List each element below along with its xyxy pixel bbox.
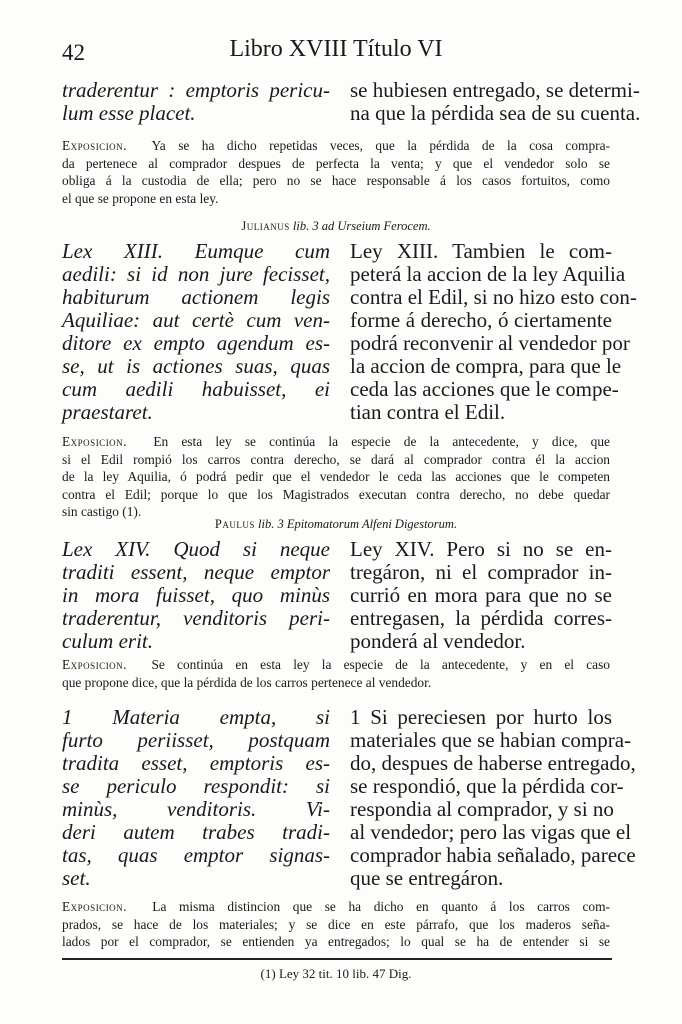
- text-line: currió en mora para que no se: [350, 583, 612, 607]
- exposicion-label: Exposicion.: [62, 657, 128, 672]
- exposicion-label: Exposicion.: [62, 899, 128, 914]
- footnote-block: [62, 966, 610, 986]
- text-line: materiales que se habian compra-: [350, 728, 632, 752]
- text-line: de la ley Aquilia, ó podrá pedir que el vendedor le ceda las acciones que le competen: [62, 469, 610, 485]
- text-line: podrá reconvenir al vendedor por: [350, 331, 630, 355]
- text-line: que propone dice, que la pérdida de los carros pertenece al vendedor.: [62, 674, 432, 690]
- exposicion-4: [62, 898, 610, 951]
- text-line: do, despues de haberse entregado,: [350, 751, 636, 775]
- exposicion-3: [62, 656, 610, 691]
- text-span: En esta ley se continúa la especie de la antecedente, y dice, que: [153, 434, 610, 449]
- text-line: tian contra el Edil.: [350, 400, 506, 424]
- text-line: entregasen, la pérdida corres-: [350, 606, 612, 630]
- citation-author: Julianus: [241, 219, 290, 233]
- citation-source: lib. 3 Epitomatorum Alfeni Digestorum.: [258, 517, 458, 531]
- text-line: deri autem trabes tradi-: [62, 820, 330, 844]
- text-line: Aquiliae: aut certè cum ven-: [62, 308, 330, 332]
- text-line: se, ut is actiones suas, quas: [62, 354, 330, 378]
- text-line: Lex XIII. Eumque cum: [62, 239, 330, 263]
- text-line: ponderá al vendedor.: [350, 629, 526, 653]
- text-line: lados por el comprador, se entienden ya entregados; lo qual se ha de entender si se: [62, 934, 610, 950]
- text-line: 1 Si pereciesen por hurto los: [350, 705, 612, 729]
- citation-1: [62, 219, 610, 237]
- text-line: set.: [62, 866, 91, 890]
- page-number: 42: [62, 40, 85, 65]
- lex-13-latin: [62, 240, 330, 424]
- citation-text: [62, 517, 610, 532]
- text-line: minùs, venditoris. Vi-: [62, 797, 330, 821]
- text-line: praestaret.: [62, 400, 153, 424]
- text-line: la accion de compra, para que le: [350, 354, 622, 378]
- text-line: [62, 898, 610, 916]
- text-line: obliga á la custodia de ella; pero no se hace responsable á los casos fortuitos, como: [62, 173, 610, 189]
- text-line: peterá la accion de la ley Aquilia: [350, 262, 626, 286]
- text-line: da pertenece al comprador despues de perfecta la venta; y que el vendedor solo se: [62, 155, 610, 171]
- text-line: [62, 137, 610, 155]
- text-line: habiturum actionem legis: [62, 285, 330, 309]
- exposicion-label: Exposicion.: [62, 434, 128, 449]
- footnote: (1) Ley 32 tit. 10 lib. 47 Dig.: [260, 966, 412, 981]
- text-line: contra el Edil, si no hizo esto con-: [350, 285, 637, 309]
- text-line: traditi essent, neque emptor: [62, 560, 330, 584]
- text-line: se respondió, que la pérdida cor-: [350, 774, 624, 798]
- paragraph-1-latin: [62, 706, 330, 890]
- exposicion-1: [62, 137, 610, 207]
- page-header: [62, 36, 610, 70]
- text-line: Ley XIV. Pero si no se en-: [350, 537, 612, 561]
- text-span: Se continúa en esta ley la especie de la antecedente, y en el caso: [151, 657, 611, 672]
- text-line: cum aedili habuisset, ei: [62, 377, 330, 401]
- text-line: comprador habia señalado, parece: [350, 843, 636, 867]
- citation-author: Paulus: [214, 517, 255, 531]
- text-span: Ya se ha dicho repetidas veces, que la pérdida de la cosa compra-: [151, 138, 611, 153]
- paragraph-1-spanish: [350, 705, 636, 890]
- lex-14-spanish: [350, 538, 612, 653]
- exposicion-2: [62, 433, 610, 521]
- text-line: forme á derecho, ó ciertamente: [350, 308, 612, 332]
- text-line: in mora fuisset, quo minùs: [62, 583, 330, 607]
- top-latin-continuation: [62, 79, 330, 125]
- text-line: ceda las acciones que le compe-: [350, 377, 619, 401]
- text-line: Ley XIII. Tambien le com-: [350, 239, 612, 263]
- citation-2: [62, 517, 610, 535]
- text-line: traderentur : emptoris pericu-: [62, 78, 330, 102]
- exposicion-label: Exposicion.: [62, 138, 128, 153]
- text-line: 1 Materia empta, si: [62, 705, 330, 729]
- text-line: respondia al comprador, y si no: [350, 797, 614, 821]
- text-line: traderentur, venditoris peri-: [62, 606, 330, 630]
- citation-text: [62, 219, 610, 234]
- text-line: Lex XIV. Quod si neque: [62, 537, 330, 561]
- text-line: si el Edil rompió los carros contra derecho, se dará al comprador contra él la accion: [62, 451, 610, 467]
- text-line: el que se propone en esta ley.: [62, 190, 219, 206]
- text-line: ditore ex empto agendum es-: [62, 331, 330, 355]
- text-line: sin castigo (1).: [62, 504, 142, 520]
- text-line: furto periisset, postquam: [62, 728, 330, 752]
- text-line: se periculo respondit: si: [62, 774, 330, 798]
- text-span: La misma distincion que se ha dicho en quanto á los carros com-: [152, 899, 611, 914]
- text-line: contra el Edil; porque lo que los Magistrados executan contra derecho, no debe quedar: [62, 486, 610, 502]
- text-line: [62, 433, 610, 451]
- text-line: [62, 656, 610, 674]
- text-line: aedili: si id non jure fecisset,: [62, 262, 330, 286]
- citation-source: lib. 3 ad Urseium Ferocem.: [292, 219, 431, 233]
- footnote-rule: [62, 958, 612, 960]
- text-line: tradita esset, emptoris es-: [62, 751, 330, 775]
- running-title: Libro XVIII Título VI: [229, 36, 443, 62]
- lex-13-spanish: [350, 239, 637, 424]
- text-line: se hubiesen entregado, se determi-: [350, 78, 640, 102]
- text-line: tregáron, ni el comprador in-: [350, 560, 612, 584]
- text-line: tas, quas emptor signas-: [62, 843, 330, 867]
- text-line: na que la pérdida sea de su cuenta.: [350, 101, 641, 125]
- text-line: prados, se hace de los materiales; y se dice en este párrafo, que los maderos seña-: [62, 916, 610, 932]
- top-spanish-continuation: [350, 78, 641, 125]
- lex-14-latin: [62, 538, 330, 653]
- text-line: al vendedor; pero las vigas que el: [350, 820, 632, 844]
- text-line: que se entregáron.: [350, 866, 504, 890]
- text-line: lum esse placet.: [62, 101, 196, 125]
- text-line: culum erit.: [62, 629, 153, 653]
